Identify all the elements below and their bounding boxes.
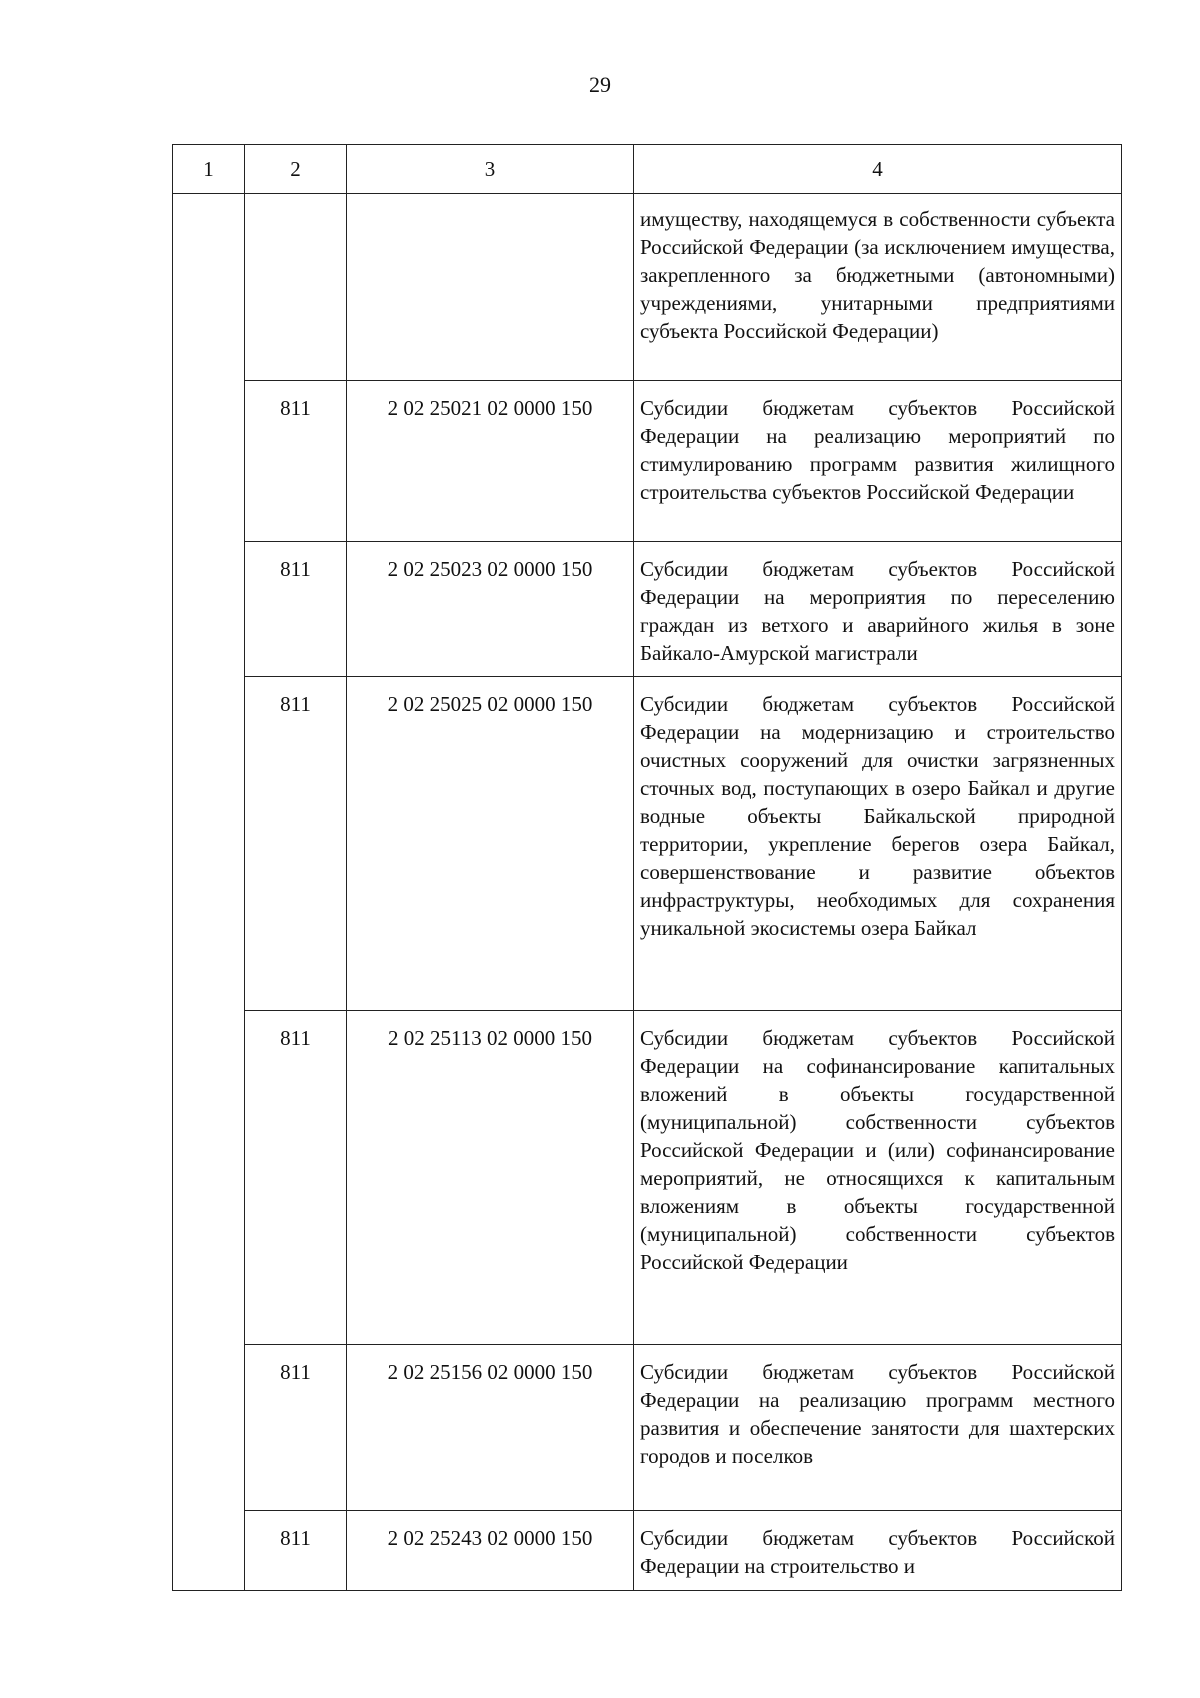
- table-row: [173, 1345, 1122, 1511]
- kbk-cell: 2 02 25025 02 0000 150: [347, 677, 634, 1011]
- kbk-cell: 2 02 25156 02 0000 150: [347, 1345, 634, 1511]
- description-cell: Субсидии бюджетам субъектов Российской Федерации на реализацию программ местного развития и обеспечение занятости для шахтерских городов и поселков: [634, 1345, 1122, 1511]
- kbk-cell: [347, 194, 634, 381]
- description-cell: Субсидии бюджетам субъектов Российской Федерации на строительство и: [634, 1511, 1122, 1591]
- kbk-cell: 2 02 25113 02 0000 150: [347, 1011, 634, 1345]
- admin-code-cell: 811: [245, 542, 347, 677]
- description-cell: имуществу, находящемуся в собственности субъекта Российской Федерации (за исключением имущества, закрепленного за бюджетными (автономными) учреждениями, унитарными предприятиями субъекта Российской Федерации): [634, 194, 1122, 381]
- table-row: [173, 542, 1122, 677]
- table-row-continuation: [173, 194, 1122, 381]
- kbk-cell: 2 02 25243 02 0000 150: [347, 1511, 634, 1591]
- admin-code-cell: 811: [245, 1011, 347, 1345]
- description-cell: Субсидии бюджетам субъектов Российской Федерации на мероприятия по переселению граждан из ветхого и аварийного жилья в зоне Байкало-Амурской магистрали: [634, 542, 1122, 677]
- table-row: [173, 1511, 1122, 1591]
- page-number: 29: [589, 72, 611, 97]
- table-row: [173, 677, 1122, 1011]
- description-cell: Субсидии бюджетам субъектов Российской Федерации на реализацию мероприятий по стимулированию программ развития жилищного строительства субъектов Российской Федерации: [634, 381, 1122, 542]
- admin-code-cell: [245, 194, 347, 381]
- admin-code-cell: 811: [245, 1345, 347, 1511]
- column-1-merged-cell: [173, 194, 245, 1591]
- column-header-2: 2: [245, 145, 347, 194]
- admin-code-cell: 811: [245, 1511, 347, 1591]
- table-row: [173, 1011, 1122, 1345]
- column-header-1: 1: [173, 145, 245, 194]
- admin-code-cell: 811: [245, 381, 347, 542]
- admin-code-cell: 811: [245, 677, 347, 1011]
- description-cell: Субсидии бюджетам субъектов Российской Федерации на модернизацию и строительство очистных сооружений для очистки загрязненных сточных вод, поступающих в озеро Байкал и другие водные объекты Байкальской природной территории, укрепление берегов озера Байкал, совершенствование и развитие объектов инфраструктуры, необходимых для сохранения уникальной экосистемы озера Байкал: [634, 677, 1122, 1011]
- column-header-4: 4: [634, 145, 1122, 194]
- kbk-cell: 2 02 25023 02 0000 150: [347, 542, 634, 677]
- table-header-row: [173, 145, 1122, 194]
- table-row: [173, 381, 1122, 542]
- kbk-cell: 2 02 25021 02 0000 150: [347, 381, 634, 542]
- description-cell: Субсидии бюджетам субъектов Российской Федерации на софинансирование капитальных вложений в объекты государственной (муниципальной) собственности субъектов Российской Федерации и (или) софинансирование мероприятий, не относящихся к капитальным вложениям в объекты государственной (муниципальной) собственности субъектов Российской Федерации: [634, 1011, 1122, 1345]
- budget-codes-table: [172, 144, 1122, 1591]
- column-header-3: 3: [347, 145, 634, 194]
